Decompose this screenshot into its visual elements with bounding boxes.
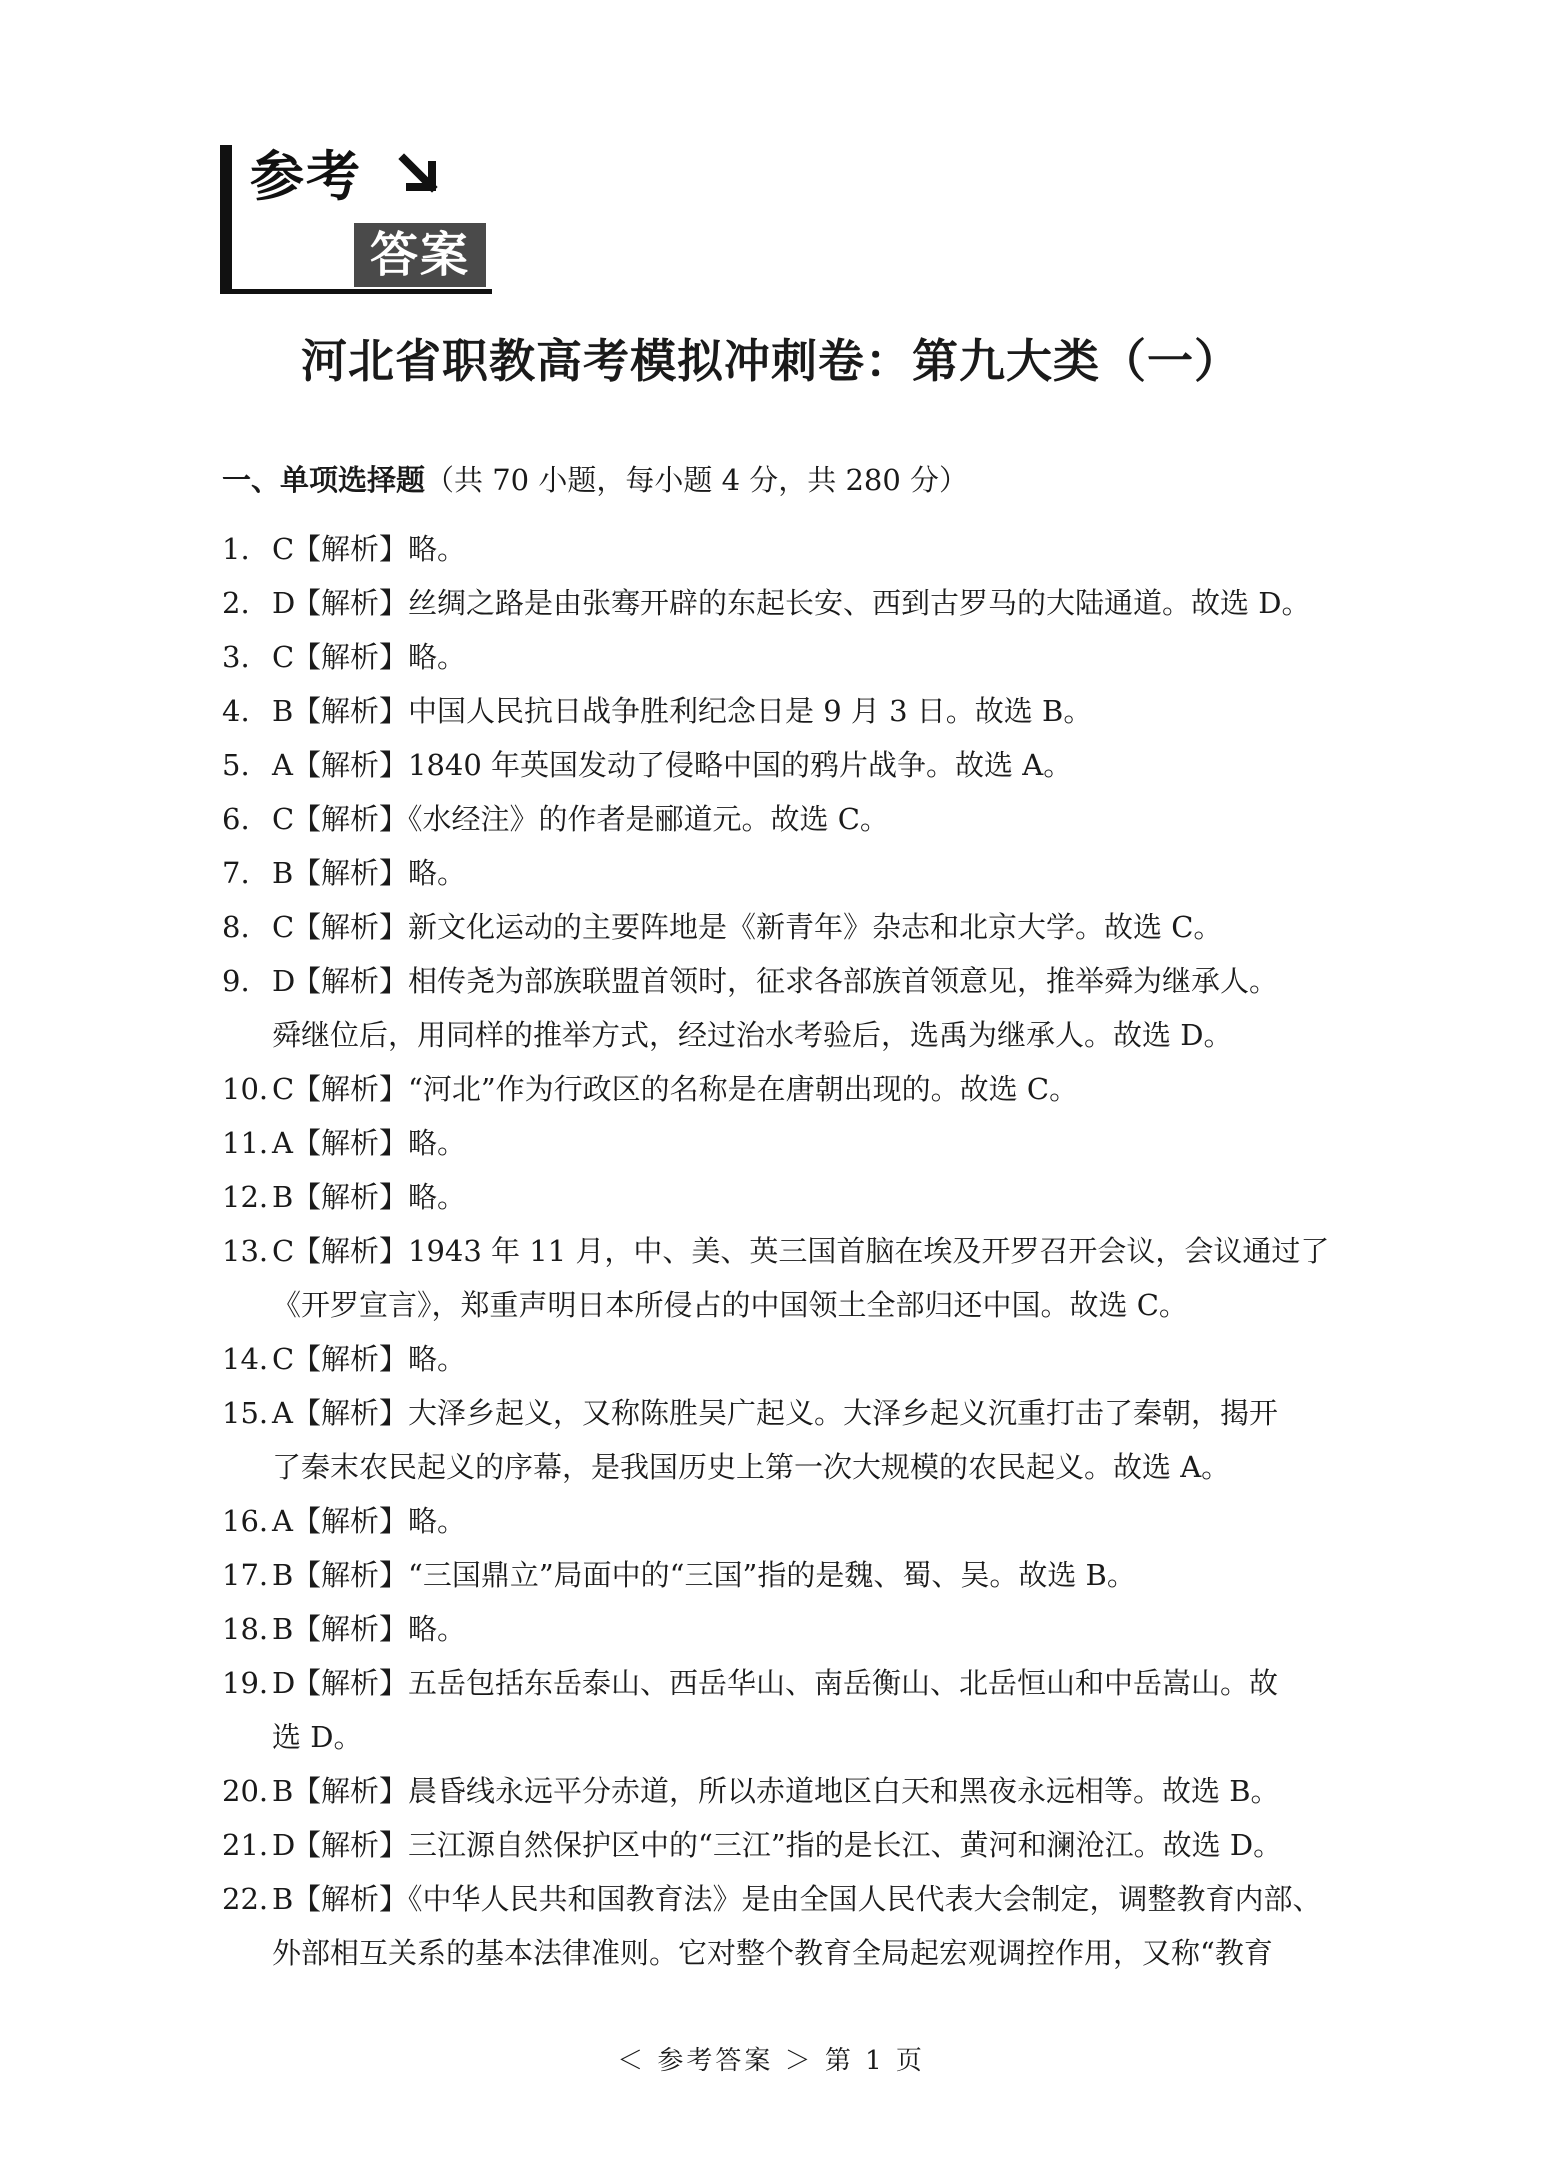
analysis-tag: 【解析】 [292,964,409,998]
analysis-text: 略。 [408,1342,467,1376]
analysis-continuation: 外部相互关系的基本法律准则。它对整个教育全局起宏观调控作用，又称“教育 [272,1936,1273,1970]
question-number: 15. [222,1396,269,1430]
answer-item [222,1170,1382,1224]
analysis-text: 《中华人民共和国教育法》是由全国人民代表大会制定，调整教育内部、 [408,1882,1322,1916]
answer-letter: C [272,1072,295,1106]
analysis-text: 相传尧为部族联盟首领时，征求各部族首领意见，推举舜为继承人。 [408,964,1279,998]
answer-item [222,1764,1382,1818]
arrow-down-right-icon [398,153,442,197]
answer-letter: B [272,1558,294,1592]
answer-letter: C [272,532,295,566]
analysis-text: “河北”作为行政区的名称是在唐朝出现的。故选 C。 [408,1072,1079,1106]
analysis-text: “三国鼎立”局面中的“三国”指的是魏、蜀、吴。故选 B。 [408,1558,1136,1592]
analysis-tag: 【解析】 [292,1558,409,1592]
analysis-tag: 【解析】 [292,1666,409,1700]
answer-letter: B [272,1180,294,1214]
question-number: 12. [222,1180,269,1214]
answer-item [222,684,1382,738]
page-footer: ＜ 参考答案 ＞ 第 1 页 [617,2046,925,2076]
answer-item [222,1602,1382,1656]
analysis-tag: 【解析】 [292,856,409,890]
answer-item [222,1386,1382,1440]
answer-letter: A [272,1504,293,1538]
answer-letter: C [272,910,295,944]
answer-item [222,900,1382,954]
answer-item [222,792,1382,846]
answer-letter: C [272,1234,295,1268]
answer-item [222,1116,1382,1170]
question-number: 7. [222,856,250,890]
answer-body [272,900,1382,954]
question-number: 21. [222,1828,269,1862]
question-number: 1. [222,532,250,566]
answer-letter: C [272,802,295,836]
answer-letter: D [272,1666,296,1700]
answer-item [222,846,1382,900]
answer-badge [220,145,495,295]
analysis-text: 1943 年 11 月，中、美、英三国首脑在埃及开罗召开会议，会议通过了 [408,1234,1330,1268]
answer-body [272,1602,1382,1656]
question-number: 14. [222,1342,269,1376]
analysis-text: 三江源自然保护区中的“三江”指的是长江、黄河和澜沧江。故选 D。 [408,1828,1283,1862]
analysis-tag: 【解析】 [292,910,409,944]
analysis-tag: 【解析】 [292,1828,409,1862]
answer-body [272,1548,1382,1602]
analysis-tag: 【解析】 [292,748,409,782]
question-number: 6. [222,802,250,836]
answer-body [272,1116,1382,1170]
analysis-text: 新文化运动的主要阵地是《新青年》杂志和北京大学。故选 C。 [408,910,1223,944]
answer-body [272,1170,1382,1224]
analysis-text: 《水经注》的作者是郦道元。故选 C。 [408,802,889,836]
question-number: 17. [222,1558,269,1592]
analysis-text: 丝绸之路是由张骞开辟的东起长安、西到古罗马的大陆通道。故选 D。 [408,586,1311,620]
analysis-text: 大泽乡起义，又称陈胜吴广起义。大泽乡起义沉重打击了秦朝，揭开 [408,1396,1279,1430]
badge-bar [220,145,232,293]
analysis-tag: 【解析】 [292,586,409,620]
analysis-continuation: 舜继位后，用同样的推举方式，经过治水考验后，选禹为继承人。故选 D。 [272,1018,1233,1052]
question-number: 16. [222,1504,269,1538]
answer-item [222,1494,1382,1548]
answer-body [272,1386,1382,1440]
analysis-text: 略。 [408,1504,467,1538]
analysis-text: 略。 [408,532,467,566]
answer-body [272,1656,1382,1710]
answer-item [222,954,1382,1008]
section-detail: （共 70 小题，每小题 4 分，共 280 分） [425,463,969,497]
analysis-tag: 【解析】 [292,1882,409,1916]
question-number: 4. [222,694,250,728]
answer-body [272,684,1382,738]
answer-body [272,522,1382,576]
analysis-tag: 【解析】 [292,640,409,674]
question-number: 13. [222,1234,269,1268]
answer-item [222,522,1382,576]
answer-letter: C [272,1342,295,1376]
answer-body [272,1818,1382,1872]
answer-letter: B [272,694,294,728]
answer-body [272,1494,1382,1548]
answer-item [222,1062,1382,1116]
analysis-tag: 【解析】 [292,532,409,566]
analysis-tag: 【解析】 [292,1180,409,1214]
answer-body [272,1224,1382,1278]
question-number: 8. [222,910,250,944]
analysis-tag: 【解析】 [292,802,409,836]
analysis-continuation: 《开罗宣言》，郑重声明日本所侵占的中国领土全部归还中国。故选 C。 [272,1288,1188,1322]
answer-item [222,1656,1382,1710]
analysis-tag: 【解析】 [292,1774,409,1808]
answer-letter: B [272,1774,294,1808]
page-title: 河北省职教高考模拟冲刺卷：第九大类（一） [301,334,1241,388]
analysis-text: 1840 年英国发动了侵略中国的鸦片战争。故选 A。 [408,748,1073,782]
question-number: 18. [222,1612,269,1646]
answer-letter: A [272,748,293,782]
question-number: 3. [222,640,250,674]
answer-item [222,630,1382,684]
analysis-tag: 【解析】 [292,1504,409,1538]
question-number: 5. [222,748,250,782]
answer-body [272,1332,1382,1386]
analysis-tag: 【解析】 [292,694,409,728]
analysis-text: 中国人民抗日战争胜利纪念日是 9 月 3 日。故选 B。 [408,694,1093,728]
answer-letter: D [272,586,296,620]
analysis-text: 略。 [408,856,467,890]
analysis-text: 略。 [408,1612,467,1646]
question-number: 19. [222,1666,269,1700]
question-number: 10. [222,1072,269,1106]
answer-body [272,1872,1382,1926]
answer-letter: B [272,1612,294,1646]
analysis-text: 晨昏线永远平分赤道，所以赤道地区白天和黑夜永远相等。故选 B。 [408,1774,1280,1808]
answer-letter: B [272,856,294,890]
answer-item [222,738,1382,792]
badge-box-label: 答案 [354,223,486,287]
answer-letter: A [272,1396,293,1430]
analysis-continuation: 选 D。 [272,1720,363,1754]
question-number: 2. [222,586,250,620]
answer-item [222,1332,1382,1386]
analysis-tag: 【解析】 [292,1126,409,1160]
answer-letter: A [272,1126,293,1160]
answer-item [222,1872,1382,1926]
section-heading [222,458,968,499]
analysis-tag: 【解析】 [292,1072,409,1106]
answer-body [272,792,1382,846]
answer-item [222,1548,1382,1602]
badge-underline [220,289,492,294]
answer-letter: C [272,640,295,674]
answer-body [272,1764,1382,1818]
analysis-tag: 【解析】 [292,1234,409,1268]
answer-body [272,954,1382,1008]
answer-body [272,576,1382,630]
analysis-tag: 【解析】 [292,1612,409,1646]
answer-list [222,522,1382,1980]
question-number: 9. [222,964,250,998]
question-number: 22. [222,1882,269,1916]
answer-letter: B [272,1882,294,1916]
analysis-text: 略。 [408,640,467,674]
analysis-tag: 【解析】 [292,1396,409,1430]
answer-body [272,738,1382,792]
question-number: 11. [222,1126,269,1160]
analysis-text: 略。 [408,1126,467,1160]
analysis-continuation: 了秦末农民起义的序幕，是我国历史上第一次大规模的农民起义。故选 A。 [272,1450,1231,1484]
question-number: 20. [222,1774,269,1808]
answer-body [272,846,1382,900]
answer-letter: D [272,1828,296,1862]
analysis-text: 五岳包括东岳泰山、西岳华山、南岳衡山、北岳恒山和中岳嵩山。故 [408,1666,1279,1700]
analysis-text: 略。 [408,1180,467,1214]
answer-item [222,576,1382,630]
answer-letter: D [272,964,296,998]
answer-item [222,1224,1382,1278]
analysis-tag: 【解析】 [292,1342,409,1376]
badge-top-label: 参考 [250,145,362,208]
answer-item [222,1818,1382,1872]
answer-body [272,630,1382,684]
answer-body [272,1062,1382,1116]
section-label: 一、单项选择题 [222,463,426,497]
